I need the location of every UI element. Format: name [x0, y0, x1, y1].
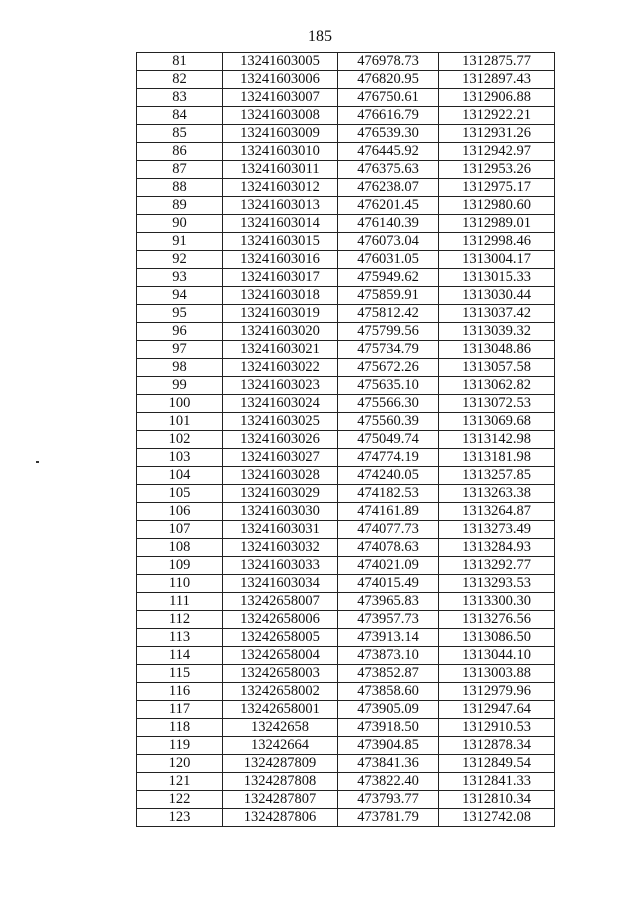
row-number-cell: 88	[137, 179, 223, 197]
row-number-cell: 89	[137, 197, 223, 215]
y-coordinate-cell: 1313069.68	[439, 413, 555, 431]
table-row	[137, 413, 555, 431]
row-number-cell: 115	[137, 665, 223, 683]
y-coordinate-cell: 1312841.33	[439, 773, 555, 791]
row-number-cell: 100	[137, 395, 223, 413]
point-id-cell: 13241603007	[223, 89, 338, 107]
row-number-cell: 112	[137, 611, 223, 629]
row-number-cell: 109	[137, 557, 223, 575]
y-coordinate-cell: 1313062.82	[439, 377, 555, 395]
x-coordinate-cell: 475566.30	[338, 395, 439, 413]
table-row	[137, 557, 555, 575]
point-id-cell: 13241603010	[223, 143, 338, 161]
table-row	[137, 125, 555, 143]
table-row	[137, 467, 555, 485]
x-coordinate-cell: 473841.36	[338, 755, 439, 773]
table-row	[137, 737, 555, 755]
y-coordinate-cell: 1312878.34	[439, 737, 555, 755]
y-coordinate-cell: 1313072.53	[439, 395, 555, 413]
x-coordinate-cell: 474161.89	[338, 503, 439, 521]
point-id-cell: 13241603023	[223, 377, 338, 395]
point-id-cell: 13241603006	[223, 71, 338, 89]
x-coordinate-cell: 474182.53	[338, 485, 439, 503]
y-coordinate-cell: 1313039.32	[439, 323, 555, 341]
y-coordinate-cell: 1313048.86	[439, 341, 555, 359]
y-coordinate-cell: 1312810.34	[439, 791, 555, 809]
row-number-cell: 104	[137, 467, 223, 485]
y-coordinate-cell: 1313044.10	[439, 647, 555, 665]
x-coordinate-cell: 473822.40	[338, 773, 439, 791]
point-id-cell: 13241603020	[223, 323, 338, 341]
row-number-cell: 116	[137, 683, 223, 701]
x-coordinate-cell: 476238.07	[338, 179, 439, 197]
y-coordinate-cell: 1312849.54	[439, 755, 555, 773]
x-coordinate-cell: 476539.30	[338, 125, 439, 143]
y-coordinate-cell: 1312975.17	[439, 179, 555, 197]
row-number-cell: 85	[137, 125, 223, 143]
table-row	[137, 359, 555, 377]
row-number-cell: 90	[137, 215, 223, 233]
point-id-cell: 13241603017	[223, 269, 338, 287]
row-number-cell: 99	[137, 377, 223, 395]
x-coordinate-cell: 473781.79	[338, 809, 439, 827]
point-id-cell: 13241603008	[223, 107, 338, 125]
row-number-cell: 107	[137, 521, 223, 539]
point-id-cell: 13241603021	[223, 341, 338, 359]
x-coordinate-cell: 473957.73	[338, 611, 439, 629]
point-id-cell: 13241603011	[223, 161, 338, 179]
point-id-cell: 13241603005	[223, 53, 338, 71]
y-coordinate-cell: 1313276.56	[439, 611, 555, 629]
row-number-cell: 98	[137, 359, 223, 377]
point-id-cell: 1324287807	[223, 791, 338, 809]
y-coordinate-cell: 1313030.44	[439, 287, 555, 305]
y-coordinate-cell: 1312953.26	[439, 161, 555, 179]
page-number: 185	[308, 28, 332, 45]
y-coordinate-cell: 1312980.60	[439, 197, 555, 215]
point-id-cell: 1324287806	[223, 809, 338, 827]
y-coordinate-cell: 1313263.38	[439, 485, 555, 503]
row-number-cell: 106	[137, 503, 223, 521]
y-coordinate-cell: 1313300.30	[439, 593, 555, 611]
row-number-cell: 91	[137, 233, 223, 251]
point-id-cell: 13241603032	[223, 539, 338, 557]
y-coordinate-cell: 1312979.96	[439, 683, 555, 701]
row-number-cell: 84	[137, 107, 223, 125]
x-coordinate-cell: 473793.77	[338, 791, 439, 809]
table-row	[137, 305, 555, 323]
table-row	[137, 341, 555, 359]
stray-mark	[36, 461, 39, 463]
row-number-cell: 121	[137, 773, 223, 791]
row-number-cell: 123	[137, 809, 223, 827]
x-coordinate-cell: 476978.73	[338, 53, 439, 71]
x-coordinate-cell: 475949.62	[338, 269, 439, 287]
point-id-cell: 13242658005	[223, 629, 338, 647]
x-coordinate-cell: 474078.63	[338, 539, 439, 557]
table-row	[137, 107, 555, 125]
row-number-cell: 82	[137, 71, 223, 89]
y-coordinate-cell: 1312742.08	[439, 809, 555, 827]
x-coordinate-cell: 475049.74	[338, 431, 439, 449]
table-row	[137, 521, 555, 539]
table-row	[137, 197, 555, 215]
point-id-cell: 13242658007	[223, 593, 338, 611]
y-coordinate-cell: 1313057.58	[439, 359, 555, 377]
y-coordinate-cell: 1312989.01	[439, 215, 555, 233]
y-coordinate-cell: 1313284.93	[439, 539, 555, 557]
x-coordinate-cell: 474240.05	[338, 467, 439, 485]
x-coordinate-cell: 473905.09	[338, 701, 439, 719]
row-number-cell: 117	[137, 701, 223, 719]
x-coordinate-cell: 476201.45	[338, 197, 439, 215]
x-coordinate-cell: 476445.92	[338, 143, 439, 161]
y-coordinate-cell: 1313273.49	[439, 521, 555, 539]
x-coordinate-cell: 475799.56	[338, 323, 439, 341]
point-id-cell: 13241603031	[223, 521, 338, 539]
point-id-cell: 13242658006	[223, 611, 338, 629]
x-coordinate-cell: 475812.42	[338, 305, 439, 323]
point-id-cell: 13242664	[223, 737, 338, 755]
table-row	[137, 269, 555, 287]
table-row	[137, 233, 555, 251]
x-coordinate-cell: 473873.10	[338, 647, 439, 665]
table-row	[137, 791, 555, 809]
table-row	[137, 701, 555, 719]
table-row	[137, 53, 555, 71]
point-id-cell: 13241603033	[223, 557, 338, 575]
x-coordinate-cell: 473904.85	[338, 737, 439, 755]
table-row	[137, 665, 555, 683]
row-number-cell: 118	[137, 719, 223, 737]
table-row	[137, 89, 555, 107]
y-coordinate-cell: 1313142.98	[439, 431, 555, 449]
row-number-cell: 108	[137, 539, 223, 557]
table-row	[137, 215, 555, 233]
point-id-cell: 13241603025	[223, 413, 338, 431]
table-row	[137, 629, 555, 647]
x-coordinate-cell: 476140.39	[338, 215, 439, 233]
point-id-cell: 13242658004	[223, 647, 338, 665]
x-coordinate-cell: 475859.91	[338, 287, 439, 305]
table-row	[137, 377, 555, 395]
y-coordinate-cell: 1312906.88	[439, 89, 555, 107]
row-number-cell: 105	[137, 485, 223, 503]
x-coordinate-cell: 474077.73	[338, 521, 439, 539]
point-id-cell: 13241603015	[223, 233, 338, 251]
row-number-cell: 111	[137, 593, 223, 611]
table-row	[137, 683, 555, 701]
x-coordinate-cell: 476073.04	[338, 233, 439, 251]
row-number-cell: 101	[137, 413, 223, 431]
coordinates-table	[136, 52, 555, 827]
table-row	[137, 287, 555, 305]
table-row	[137, 503, 555, 521]
point-id-cell: 13242658003	[223, 665, 338, 683]
row-number-cell: 96	[137, 323, 223, 341]
x-coordinate-cell: 474774.19	[338, 449, 439, 467]
x-coordinate-cell: 476375.63	[338, 161, 439, 179]
point-id-cell: 13242658002	[223, 683, 338, 701]
point-id-cell: 1324287808	[223, 773, 338, 791]
y-coordinate-cell: 1313264.87	[439, 503, 555, 521]
row-number-cell: 103	[137, 449, 223, 467]
x-coordinate-cell: 475635.10	[338, 377, 439, 395]
x-coordinate-cell: 475734.79	[338, 341, 439, 359]
point-id-cell: 13242658001	[223, 701, 338, 719]
point-id-cell: 13241603016	[223, 251, 338, 269]
point-id-cell: 13241603019	[223, 305, 338, 323]
table-row	[137, 755, 555, 773]
row-number-cell: 93	[137, 269, 223, 287]
x-coordinate-cell: 475672.26	[338, 359, 439, 377]
point-id-cell: 1324287809	[223, 755, 338, 773]
x-coordinate-cell: 473852.87	[338, 665, 439, 683]
row-number-cell: 94	[137, 287, 223, 305]
row-number-cell: 83	[137, 89, 223, 107]
y-coordinate-cell: 1312922.21	[439, 107, 555, 125]
table-row	[137, 71, 555, 89]
table-row	[137, 449, 555, 467]
point-id-cell: 13241603014	[223, 215, 338, 233]
y-coordinate-cell: 1313037.42	[439, 305, 555, 323]
x-coordinate-cell: 474015.49	[338, 575, 439, 593]
y-coordinate-cell: 1313015.33	[439, 269, 555, 287]
table-row	[137, 647, 555, 665]
row-number-cell: 120	[137, 755, 223, 773]
table-row	[137, 251, 555, 269]
x-coordinate-cell: 473965.83	[338, 593, 439, 611]
y-coordinate-cell: 1312947.64	[439, 701, 555, 719]
table-row	[137, 179, 555, 197]
table-row	[137, 719, 555, 737]
table-row	[137, 809, 555, 827]
table-row	[137, 161, 555, 179]
y-coordinate-cell: 1313181.98	[439, 449, 555, 467]
y-coordinate-cell: 1312875.77	[439, 53, 555, 71]
table-row	[137, 143, 555, 161]
point-id-cell: 13241603012	[223, 179, 338, 197]
point-id-cell: 13242658	[223, 719, 338, 737]
table-row	[137, 485, 555, 503]
row-number-cell: 122	[137, 791, 223, 809]
table-row	[137, 323, 555, 341]
row-number-cell: 92	[137, 251, 223, 269]
row-number-cell: 95	[137, 305, 223, 323]
y-coordinate-cell: 1313086.50	[439, 629, 555, 647]
row-number-cell: 110	[137, 575, 223, 593]
y-coordinate-cell: 1312897.43	[439, 71, 555, 89]
point-id-cell: 13241603009	[223, 125, 338, 143]
table-row	[137, 773, 555, 791]
table-row	[137, 593, 555, 611]
x-coordinate-cell: 473858.60	[338, 683, 439, 701]
y-coordinate-cell: 1313293.53	[439, 575, 555, 593]
row-number-cell: 119	[137, 737, 223, 755]
x-coordinate-cell: 476616.79	[338, 107, 439, 125]
row-number-cell: 113	[137, 629, 223, 647]
x-coordinate-cell: 476820.95	[338, 71, 439, 89]
point-id-cell: 13241603029	[223, 485, 338, 503]
y-coordinate-cell: 1312998.46	[439, 233, 555, 251]
row-number-cell: 81	[137, 53, 223, 71]
row-number-cell: 87	[137, 161, 223, 179]
y-coordinate-cell: 1312910.53	[439, 719, 555, 737]
coordinates-table-body	[137, 53, 555, 827]
x-coordinate-cell: 475560.39	[338, 413, 439, 431]
row-number-cell: 97	[137, 341, 223, 359]
row-number-cell: 114	[137, 647, 223, 665]
point-id-cell: 13241603022	[223, 359, 338, 377]
x-coordinate-cell: 476750.61	[338, 89, 439, 107]
point-id-cell: 13241603024	[223, 395, 338, 413]
point-id-cell: 13241603026	[223, 431, 338, 449]
y-coordinate-cell: 1313292.77	[439, 557, 555, 575]
table-row	[137, 611, 555, 629]
y-coordinate-cell: 1313004.17	[439, 251, 555, 269]
table-row	[137, 539, 555, 557]
y-coordinate-cell: 1313003.88	[439, 665, 555, 683]
table-row	[137, 395, 555, 413]
table-row	[137, 575, 555, 593]
x-coordinate-cell: 476031.05	[338, 251, 439, 269]
point-id-cell: 13241603027	[223, 449, 338, 467]
y-coordinate-cell: 1313257.85	[439, 467, 555, 485]
x-coordinate-cell: 474021.09	[338, 557, 439, 575]
table-row	[137, 431, 555, 449]
point-id-cell: 13241603030	[223, 503, 338, 521]
point-id-cell: 13241603034	[223, 575, 338, 593]
point-id-cell: 13241603013	[223, 197, 338, 215]
x-coordinate-cell: 473913.14	[338, 629, 439, 647]
y-coordinate-cell: 1312942.97	[439, 143, 555, 161]
point-id-cell: 13241603018	[223, 287, 338, 305]
y-coordinate-cell: 1312931.26	[439, 125, 555, 143]
x-coordinate-cell: 473918.50	[338, 719, 439, 737]
point-id-cell: 13241603028	[223, 467, 338, 485]
row-number-cell: 86	[137, 143, 223, 161]
row-number-cell: 102	[137, 431, 223, 449]
